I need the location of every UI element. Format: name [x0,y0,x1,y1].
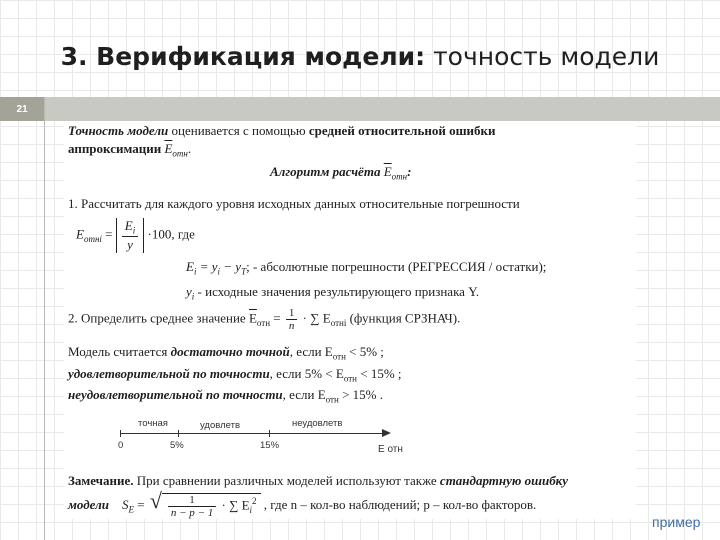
tick-label-5: 5% [170,440,184,451]
symbol-sub: отн [172,148,188,159]
term-accuracy: Точность модели [68,123,169,138]
note-line-2: модели $S_E$ = √ $\frac{1}{n - p - 1}$ · ∑ $E_i^2$ , где n – кол-во наблюдений; p – кол-во факторов. [68,493,536,519]
m3-term: неудовлетворительной по точности [68,387,283,402]
slide-title [0,42,720,71]
m3-sub: отн [325,394,339,405]
doc-text: оценивается с помощью [168,123,309,138]
doc-line-2: аппроксимации $\overline{E}_{отн}$. [68,141,192,159]
doc-line-1 [68,123,496,139]
zone-satisfactory: удовлетв [200,420,240,431]
m2-val: < 15% ; [356,366,402,381]
tick-5 [178,430,179,437]
note-text: При сравнении различных моделей используют также [133,473,440,488]
step-2 [68,307,460,332]
slide-title-normal: точность модели [425,42,660,71]
formula-relative-error: $E_{отнi}$ = $\frac{E_i}{y}$ ·100, где [76,218,195,252]
m2-cond: , если 5% < E [269,366,344,381]
formula-absolute-error: $E_i = y_i - y_T$; - абсолютные погрешности (РЕГРЕССИЯ / остатки); [186,259,547,277]
step2-func: (функция СРЗНАЧ). [346,310,461,326]
document-image [64,121,636,519]
term-error: средней относительной ошибки [308,123,496,138]
f3-y: y [186,284,192,299]
note2-sym: S [122,496,129,512]
formula-den: y [127,236,133,252]
formula-num-sub: i [132,225,136,236]
tick-label-0: 0 [118,440,124,451]
note2-sub: E [128,504,135,515]
scale-axis-label: E отн [378,444,403,455]
term-approx: аппроксимации [68,141,165,156]
formula-lhs-sub: отнi [83,233,102,244]
f2-e: E [186,259,194,274]
heading-symbol: $\overline{E}$ [383,164,392,179]
note2-sup: 2 [252,496,257,507]
step-1: 1. Рассчитать для каждого уровня исходных данных относительные погрешности [68,196,520,211]
zone-unsatisfactory: неудовлетв [292,418,343,429]
m3-val: > 15% . [338,387,383,402]
step2-frac-num: 1 [286,307,298,320]
step2-symbol: $\overline{E}$ [248,310,257,326]
tick-label-15: 15% [260,440,280,451]
f3-desc: - исходные значения результирующего признака Y. [194,284,480,299]
algorithm-heading: Алгоритм расчёта $\overline{E}_{отн}$: [270,164,412,182]
m3-cond: , если E [282,387,326,402]
slide-title-bold: 3. Верификация модели: [60,42,426,71]
symbol-e: $\overline{E}$ [164,141,173,156]
header-band [45,97,720,121]
formula-lhs: E [76,226,84,242]
step2-frac-den: n [288,320,295,332]
step2-text: 2. Определить среднее значение [68,310,249,326]
m2-term: удовлетворительной по точности [68,366,270,381]
f2-sub-t: T [241,266,247,277]
tick-0 [120,430,121,437]
m1-text: Модель считается [68,344,171,359]
model-criterion-1 [68,344,384,362]
f2-desc: - абсолютные погрешности (РЕГРЕССИЯ / остатки); [249,259,547,274]
heading-sub: отн [391,171,408,182]
note2-sum-sub: i [249,505,253,516]
formula-num: E [124,218,133,233]
note2-sum: · ∑ E [218,497,250,513]
tick-15 [269,430,270,437]
note2-frac-den: n − p − 1 [170,507,214,519]
model-criterion-3 [68,387,383,405]
note2-term: модели [68,496,110,512]
m2-sub: отн [343,373,357,384]
step2-sum: · ∑ E [299,310,331,326]
heading-text: Алгоритм расчёта [270,164,384,179]
slide-number: 21 [0,97,44,121]
m1-term: достаточно точной [170,344,290,359]
step2-sum-sub: отнi [330,318,347,329]
note-term: стандартную ошибку [439,473,569,488]
formula-tail: ·100, где [144,226,195,242]
note2-frac-num: √ 1 [168,494,216,507]
scale-arrow-icon [382,429,391,437]
note-line-1 [68,473,568,489]
f2-yt: − y [220,259,242,274]
scale-axis [120,433,384,434]
note2-tail: , где n – кол-во наблюдений; p – кол-во факторов. [260,496,537,512]
zone-accurate: точная [138,418,168,429]
m1-cond: , если E [289,344,333,359]
model-criterion-2 [68,366,402,384]
note-label: Замечание. [68,473,134,488]
left-rule [44,97,45,540]
f2-y: = y [196,259,218,274]
example-link[interactable]: пример [652,514,701,530]
m1-sub: отн [332,351,346,362]
step2-eq: = [270,310,284,326]
formula-source-values: $y_i$ - исходные значения результирующего признака Y. [186,284,480,302]
step2-sub: отн [256,318,271,329]
m1-val: < 5% ; [345,344,384,359]
